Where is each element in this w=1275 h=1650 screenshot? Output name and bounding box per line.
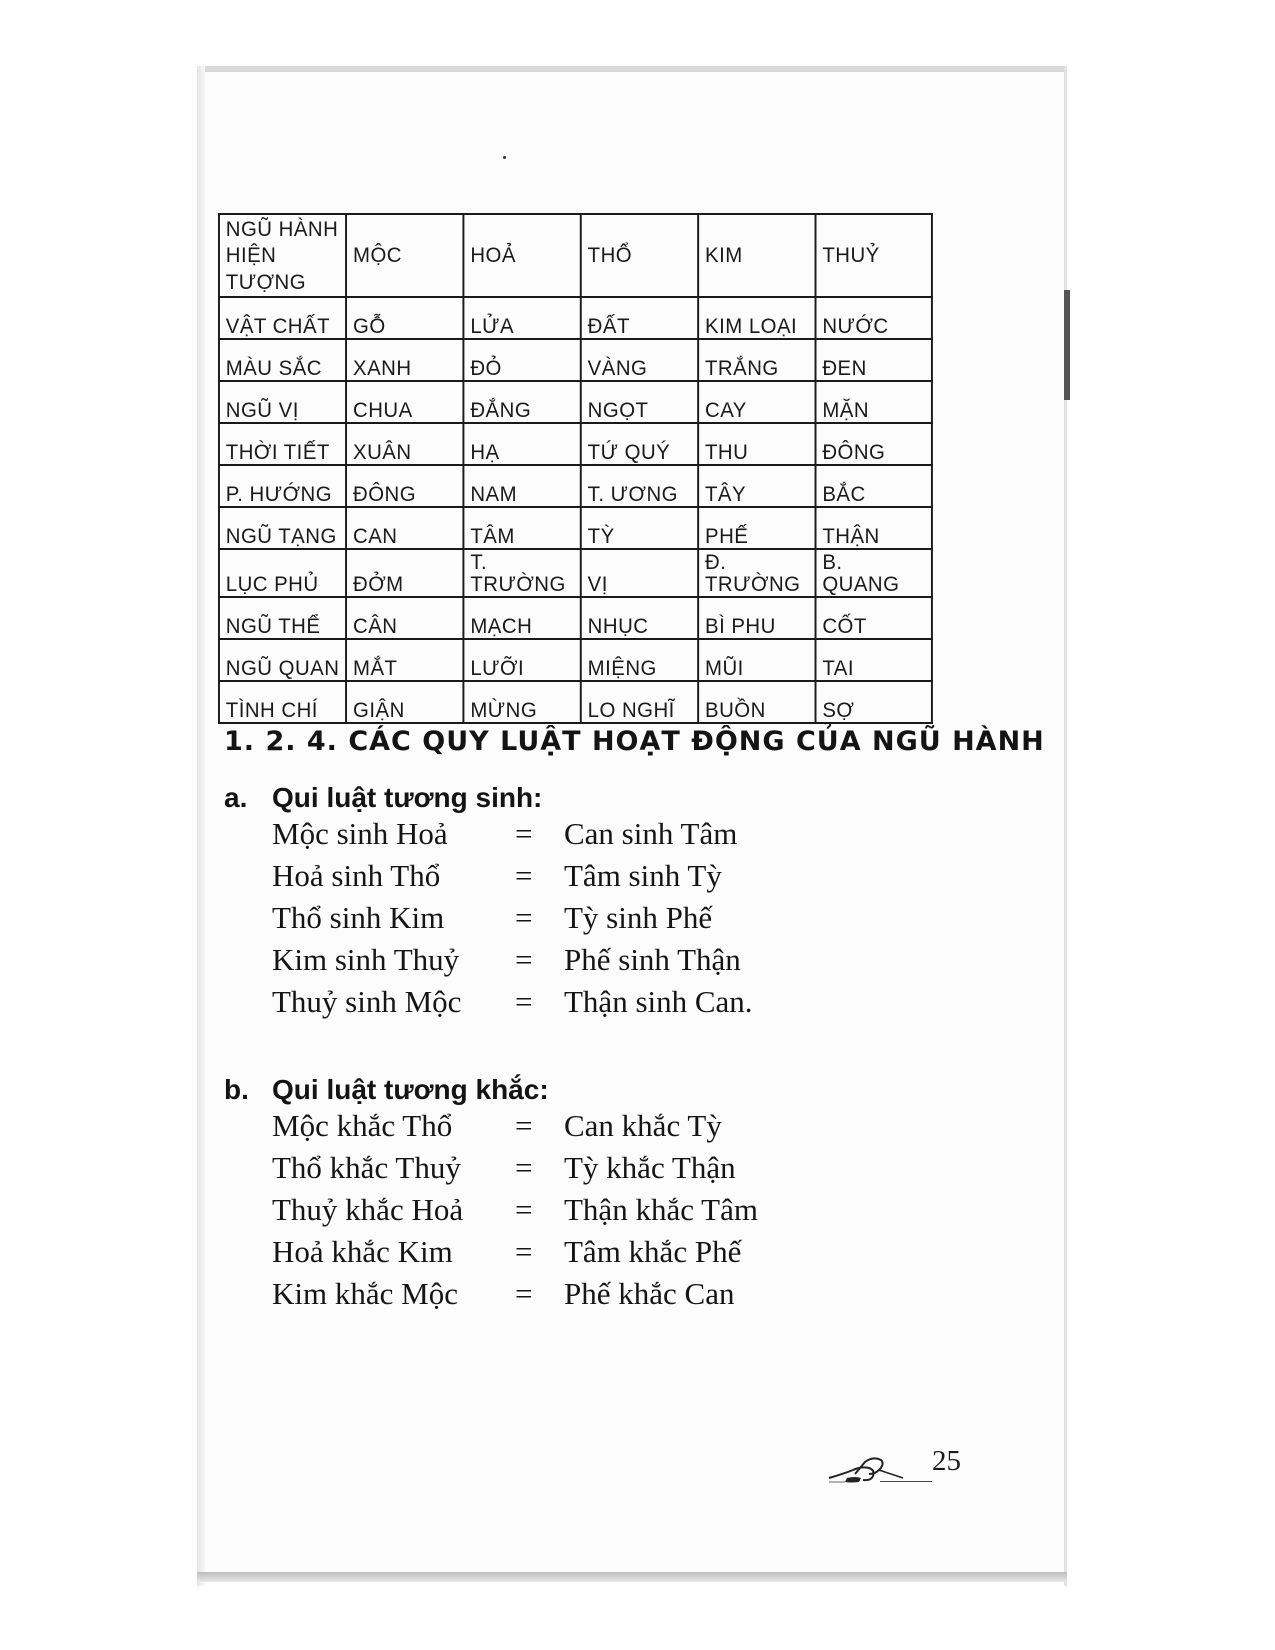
rule-right: Tâm sinh Tỳ xyxy=(564,858,722,893)
table-cell: GỖ xyxy=(346,297,463,339)
row-label: VẬT CHẤT xyxy=(219,297,346,339)
table-cell: PHẾ xyxy=(698,507,815,549)
table-cell: MỪNG xyxy=(464,681,581,723)
list-item xyxy=(272,816,872,858)
table-cell: ĐÔNG xyxy=(816,423,932,465)
table-row xyxy=(219,297,932,339)
rule-right: Tâm khắc Phế xyxy=(564,1234,742,1269)
rule-left: Kim khắc Mộc xyxy=(272,1276,458,1311)
rule-left: Hoả sinh Thổ xyxy=(272,858,441,893)
table-cell: MIỆNG xyxy=(581,639,698,681)
rule-left: Thổ sinh Kim xyxy=(272,900,445,935)
table-cell: ĐEN xyxy=(816,339,932,381)
table-cell: B. QUANG xyxy=(816,549,932,597)
list-item xyxy=(272,858,872,900)
table-cell: LƯỠI xyxy=(464,639,581,681)
row-label: TÌNH CHÍ xyxy=(219,681,346,723)
table-cell: NƯỚC xyxy=(816,297,932,339)
equals-sign: = xyxy=(515,1108,533,1143)
rule-left: Thuỷ sinh Mộc xyxy=(272,984,462,1019)
table-row xyxy=(219,549,932,597)
list-item xyxy=(272,984,872,1026)
rule-right: Can khắc Tỳ xyxy=(564,1108,722,1143)
tuong-sinh-list xyxy=(272,816,872,1026)
tuong-khac-list xyxy=(272,1108,872,1318)
table-cell: ĐÔNG xyxy=(346,465,463,507)
equals-sign: = xyxy=(515,942,533,977)
table-cell: ĐẮNG xyxy=(464,381,581,423)
column-header-thuy: THUỶ xyxy=(816,214,932,297)
table-cell: ĐỞM xyxy=(346,549,463,597)
table-cell: TỲ xyxy=(581,507,698,549)
table-row xyxy=(219,507,932,549)
table-cell: Đ. TRƯỜNG xyxy=(698,549,815,597)
table-row xyxy=(219,597,932,639)
table-cell: TỨ QUÝ xyxy=(581,423,698,465)
table-corner-cell xyxy=(219,214,346,297)
table-cell: TAI xyxy=(816,639,932,681)
list-item xyxy=(272,1150,872,1192)
row-label: LỤC PHỦ xyxy=(219,549,346,597)
table-cell: T. ƯƠNG xyxy=(581,465,698,507)
table-row xyxy=(219,465,932,507)
table-cell: THẬN xyxy=(816,507,932,549)
table-cell: TÂY xyxy=(698,465,815,507)
rule-right: Phế sinh Thận xyxy=(564,942,741,977)
list-item xyxy=(272,1192,872,1234)
table-cell: BUỒN xyxy=(698,681,815,723)
rule-left: Mộc sinh Hoả xyxy=(272,816,448,851)
table-row xyxy=(219,339,932,381)
rule-right: Thận khắc Tâm xyxy=(564,1192,758,1227)
list-item xyxy=(272,900,872,942)
rule-left: Thổ khắc Thuỷ xyxy=(272,1150,461,1185)
table-cell: MẮT xyxy=(346,639,463,681)
table-cell: BẮC xyxy=(816,465,932,507)
equals-sign: = xyxy=(515,1276,533,1311)
table-cell: TÂM xyxy=(464,507,581,549)
list-item xyxy=(272,1276,872,1318)
rule-right: Tỳ sinh Phế xyxy=(564,900,713,935)
row-label: P. HƯỚNG xyxy=(219,465,346,507)
list-item xyxy=(272,1108,872,1150)
tuong-sinh-heading xyxy=(224,782,542,814)
row-label: NGŨ VỊ xyxy=(219,381,346,423)
equals-sign: = xyxy=(515,1192,533,1227)
table-cell: TRẮNG xyxy=(698,339,815,381)
table-cell: GIẬN xyxy=(346,681,463,723)
corner-label-top: NGŨ HÀNH xyxy=(225,218,339,241)
table-cell: ĐỎ xyxy=(464,339,581,381)
table-cell: MẶN xyxy=(816,381,932,423)
equals-sign: = xyxy=(515,900,533,935)
table-row xyxy=(219,681,932,723)
row-label: THỜI TIẾT xyxy=(219,423,346,465)
rule-left: Thuỷ khắc Hoả xyxy=(272,1192,464,1227)
tuong-khac-marker: b. xyxy=(224,1074,249,1105)
rule-left: Hoả khắc Kim xyxy=(272,1234,453,1269)
table-header-row xyxy=(219,214,932,297)
row-label: MÀU SẮC xyxy=(219,339,346,381)
list-item xyxy=(272,942,872,984)
bleed-mark xyxy=(1064,290,1070,400)
row-label: NGŨ TẠNG xyxy=(219,507,346,549)
table-cell: VỊ xyxy=(581,549,698,597)
rule-left: Mộc khắc Thổ xyxy=(272,1108,453,1143)
corner-label-bottom: HIỆN TƯỢNG xyxy=(225,244,307,294)
rule-right: Phế khắc Can xyxy=(564,1276,735,1311)
list-item xyxy=(272,1234,872,1276)
table-row xyxy=(219,639,932,681)
page-number: 25 xyxy=(932,1445,961,1477)
equals-sign: = xyxy=(515,1150,533,1185)
tuong-khac-title: Qui luật tương khắc: xyxy=(272,1074,549,1105)
table-row xyxy=(219,423,932,465)
rule-right: Can sinh Tâm xyxy=(564,816,738,851)
table-cell: MŨI xyxy=(698,639,815,681)
tuong-sinh-marker: a. xyxy=(224,782,248,813)
scan-edge-left xyxy=(197,66,205,1586)
rule-right: Tỳ khắc Thận xyxy=(564,1150,736,1185)
table-cell: LO NGHĨ xyxy=(581,681,698,723)
column-header-moc: MỘC xyxy=(346,214,463,297)
table-cell: HẠ xyxy=(464,423,581,465)
equals-sign: = xyxy=(515,1234,533,1269)
table-cell: LỬA xyxy=(464,297,581,339)
table-cell: KIM LOẠI xyxy=(698,297,815,339)
column-header-tho: THỔ xyxy=(581,214,698,297)
rule-right: Thận sinh Can. xyxy=(564,984,753,1019)
row-label: NGŨ QUAN xyxy=(219,639,346,681)
table-cell: XANH xyxy=(346,339,463,381)
speck xyxy=(503,156,506,159)
rule-left: Kim sinh Thuỷ xyxy=(272,942,460,977)
scan-edge-bottom xyxy=(197,1572,1067,1582)
table-row xyxy=(219,381,932,423)
equals-sign: = xyxy=(515,984,533,1019)
row-label: NGŨ THỂ xyxy=(219,597,346,639)
tuong-sinh-title: Qui luật tương sinh: xyxy=(272,782,543,813)
table-cell: CAN xyxy=(346,507,463,549)
table-cell: CÂN xyxy=(346,597,463,639)
five-elements-table xyxy=(218,213,933,724)
equals-sign: = xyxy=(515,816,533,851)
table-cell: BÌ PHU xyxy=(698,597,815,639)
tuong-khac-heading xyxy=(224,1074,549,1106)
table-cell: CHUA xyxy=(346,381,463,423)
equals-sign: = xyxy=(515,858,533,893)
table-cell: CỐT xyxy=(816,597,932,639)
table-cell: SỢ xyxy=(816,681,932,723)
table-cell: NHỤC xyxy=(581,597,698,639)
table-cell: MẠCH xyxy=(464,597,581,639)
table-cell: ĐẤT xyxy=(581,297,698,339)
table-cell: NGỌT xyxy=(581,381,698,423)
folio-rule xyxy=(880,1481,932,1482)
table-cell: XUÂN xyxy=(346,423,463,465)
column-header-hoa: HOẢ xyxy=(464,214,581,297)
table-cell: T. TRƯỜNG xyxy=(464,549,581,597)
table-cell: VÀNG xyxy=(581,339,698,381)
table-cell: THU xyxy=(698,423,815,465)
section-title: 1. 2. 4. CÁC QUY LUẬT HOẠT ĐỘNG CỦA NGŨ HÀNH xyxy=(224,726,1045,757)
column-header-kim: KIM xyxy=(698,214,815,297)
table-cell: NAM xyxy=(464,465,581,507)
publisher-logo-icon xyxy=(825,1448,915,1488)
table-cell: CAY xyxy=(698,381,815,423)
